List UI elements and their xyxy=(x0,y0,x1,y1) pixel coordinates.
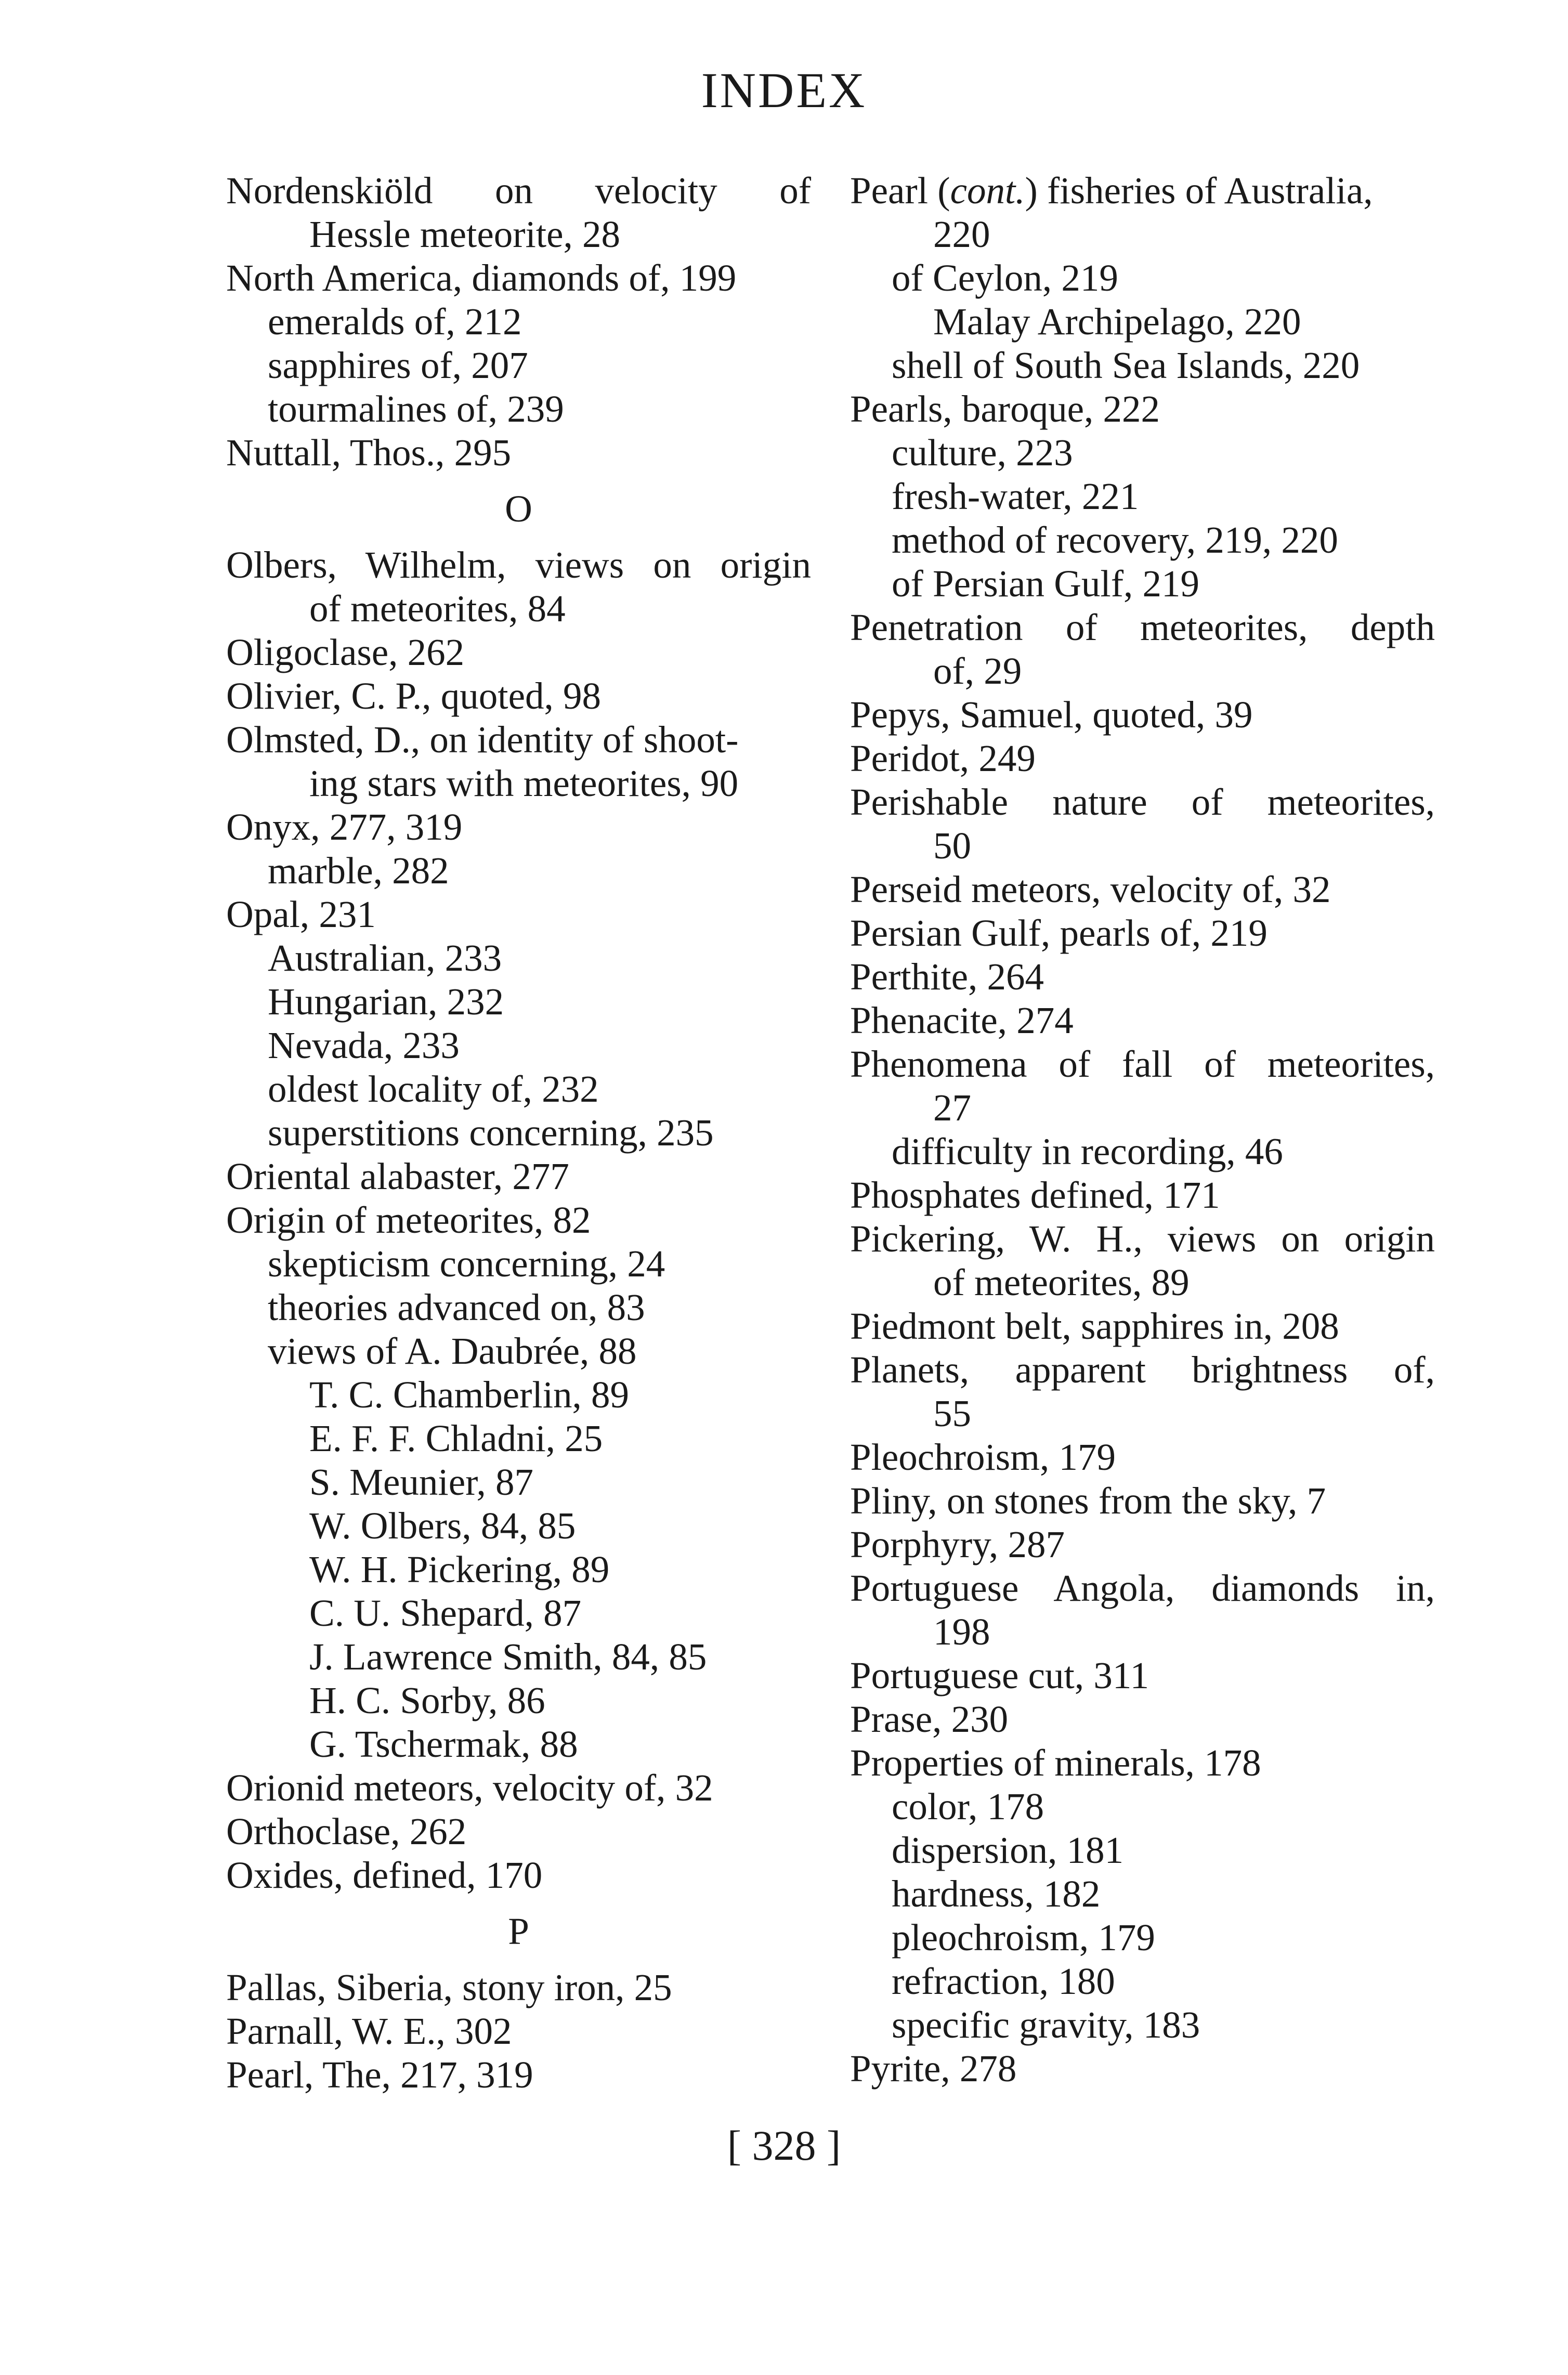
index-entry: Properties of minerals, 178 xyxy=(850,1742,1261,1784)
index-entry: Phenomena of fall of meteorites, xyxy=(850,1043,1435,1085)
index-subentry: skepticism concerning, 24 xyxy=(268,1243,665,1285)
index-subentry: difficulty in recording, 46 xyxy=(892,1130,1283,1172)
index-subentry: 27 xyxy=(933,1087,971,1129)
index-subentry: 198 xyxy=(933,1611,990,1653)
index-entry: Piedmont belt, sapphires in, 208 xyxy=(850,1305,1339,1347)
index-entry: Olmsted, D., on identity of shoot- xyxy=(226,719,739,761)
index-entry: Orthoclase, 262 xyxy=(226,1810,467,1852)
index-entry: Oriental alabaster, 277 xyxy=(226,1155,569,1197)
index-subentry: hardness, 182 xyxy=(892,1873,1101,1915)
index-subentry: of Ceylon, 219 xyxy=(892,257,1118,299)
page-number: [ 328 ] xyxy=(727,2122,841,2169)
index-entry: Oligoclase, 262 xyxy=(226,631,465,673)
index-entry: Porphyry, 287 xyxy=(850,1523,1065,1565)
index-subentry: Nevada, 233 xyxy=(268,1024,460,1066)
index-subentry: dispersion, 181 xyxy=(892,1829,1124,1871)
index-subentry: W. H. Pickering, 89 xyxy=(309,1548,610,1590)
index-entry: Pickering, W. H., views on origin xyxy=(850,1218,1435,1260)
index-entry: Pyrite, 278 xyxy=(850,2047,1017,2090)
index-subentry: views of A. Daubrée, 88 xyxy=(268,1330,637,1372)
index-subentry: method of recovery, 219, 220 xyxy=(892,519,1338,561)
index-entry: Perthite, 264 xyxy=(850,956,1044,998)
section-letter: O xyxy=(505,488,532,530)
index-subentry: superstitions concerning, 235 xyxy=(268,1112,714,1154)
index-subentry: S. Meunier, 87 xyxy=(309,1461,533,1503)
index-subentry: Australian, 233 xyxy=(268,937,502,979)
index-subentry: of Persian Gulf, 219 xyxy=(892,563,1200,605)
index-subentry: 55 xyxy=(933,1392,971,1434)
index-subentry: refraction, 180 xyxy=(892,1960,1115,2002)
index-subentry: 220 xyxy=(933,213,990,255)
index-subentry: sapphires of, 207 xyxy=(268,344,528,386)
index-entry: Penetration of meteorites, depth xyxy=(850,606,1435,648)
index-entry: Pearl (cont.) fisheries of Australia, xyxy=(850,169,1373,212)
index-column-left xyxy=(226,169,811,2097)
index-entry: Origin of meteorites, 82 xyxy=(226,1199,591,1241)
index-entry: Phenacite, 274 xyxy=(850,999,1074,1041)
index-entry: Pliny, on stones from the sky, 7 xyxy=(850,1480,1326,1522)
index-entry: Phosphates defined, 171 xyxy=(850,1174,1220,1216)
index-subentry: fresh-water, 221 xyxy=(892,475,1139,517)
index-entry: Peridot, 249 xyxy=(850,737,1036,779)
index-entry: North America, diamonds of, 199 xyxy=(226,257,737,299)
index-subentry: marble, 282 xyxy=(268,850,449,892)
index-subentry: Malay Archipelago, 220 xyxy=(933,301,1301,343)
index-entry: Nordenskiöld on velocity of xyxy=(226,169,811,212)
index-column-right xyxy=(850,169,1435,2091)
index-entry: Oxides, defined, 170 xyxy=(226,1854,543,1896)
index-subentry: H. C. Sorby, 86 xyxy=(309,1679,545,1721)
index-entry: Prase, 230 xyxy=(850,1698,1009,1740)
index-subentry: specific gravity, 183 xyxy=(892,2004,1200,2046)
index-subentry: C. U. Shepard, 87 xyxy=(309,1592,582,1634)
index-entry: Olbers, Wilhelm, views on origin xyxy=(226,544,811,586)
index-subentry: of, 29 xyxy=(933,650,1022,692)
index-subentry: ing stars with meteorites, 90 xyxy=(309,762,739,804)
index-subentry: G. Tschermak, 88 xyxy=(309,1723,578,1765)
index-entry: Nuttall, Thos., 295 xyxy=(226,432,512,474)
index-entry: Pepys, Samuel, quoted, 39 xyxy=(850,694,1253,736)
index-subentry: Hungarian, 232 xyxy=(268,981,504,1023)
index-subentry: color, 178 xyxy=(892,1785,1044,1828)
index-subentry: culture, 223 xyxy=(892,432,1073,474)
index-subentry: theories advanced on, 83 xyxy=(268,1286,645,1328)
index-entry: Persian Gulf, pearls of, 219 xyxy=(850,912,1268,954)
index-subentry: of meteorites, 89 xyxy=(933,1261,1190,1303)
index-entry: Parnall, W. E., 302 xyxy=(226,2010,512,2052)
index-entry: Portuguese Angola, diamonds in, xyxy=(850,1567,1435,1609)
index-entry: Onyx, 277, 319 xyxy=(226,806,463,848)
index-entry: Orionid meteors, velocity of, 32 xyxy=(226,1767,713,1809)
index-subentry: of meteorites, 84 xyxy=(309,588,566,630)
index-subentry: J. Lawrence Smith, 84, 85 xyxy=(309,1636,707,1678)
index-subentry: tourmalines of, 239 xyxy=(268,388,564,430)
index-entry: Olivier, C. P., quoted, 98 xyxy=(226,675,601,717)
index-entry: Pearls, baroque, 222 xyxy=(850,388,1160,430)
index-subentry: E. F. F. Chladni, 25 xyxy=(309,1417,603,1459)
index-subentry: emeralds of, 212 xyxy=(268,301,522,343)
index-subentry: shell of South Sea Islands, 220 xyxy=(892,344,1360,386)
index-entry: Pleochroism, 179 xyxy=(850,1436,1116,1478)
index-subentry: oldest locality of, 232 xyxy=(268,1068,599,1110)
index-subentry: 50 xyxy=(933,825,971,867)
index-entry: Opal, 231 xyxy=(226,893,376,935)
index-subentry: W. Olbers, 84, 85 xyxy=(309,1505,576,1547)
section-letter: P xyxy=(508,1910,529,1952)
index-entry: Perishable nature of meteorites, xyxy=(850,781,1435,823)
index-subentry: T. C. Chamberlin, 89 xyxy=(309,1374,630,1416)
index-entry: Planets, apparent brightness of, xyxy=(850,1349,1435,1391)
index-entry: Pearl, The, 217, 319 xyxy=(226,2054,533,2096)
index-subentry: pleochroism, 179 xyxy=(892,1916,1155,1959)
page-title: INDEX xyxy=(701,62,867,118)
index-entry: Pallas, Siberia, stony iron, 25 xyxy=(226,1966,672,2008)
index-subentry: Hessle meteorite, 28 xyxy=(309,213,621,255)
index-entry: Perseid meteors, velocity of, 32 xyxy=(850,868,1331,910)
index-entry: Portuguese cut, 311 xyxy=(850,1654,1149,1697)
